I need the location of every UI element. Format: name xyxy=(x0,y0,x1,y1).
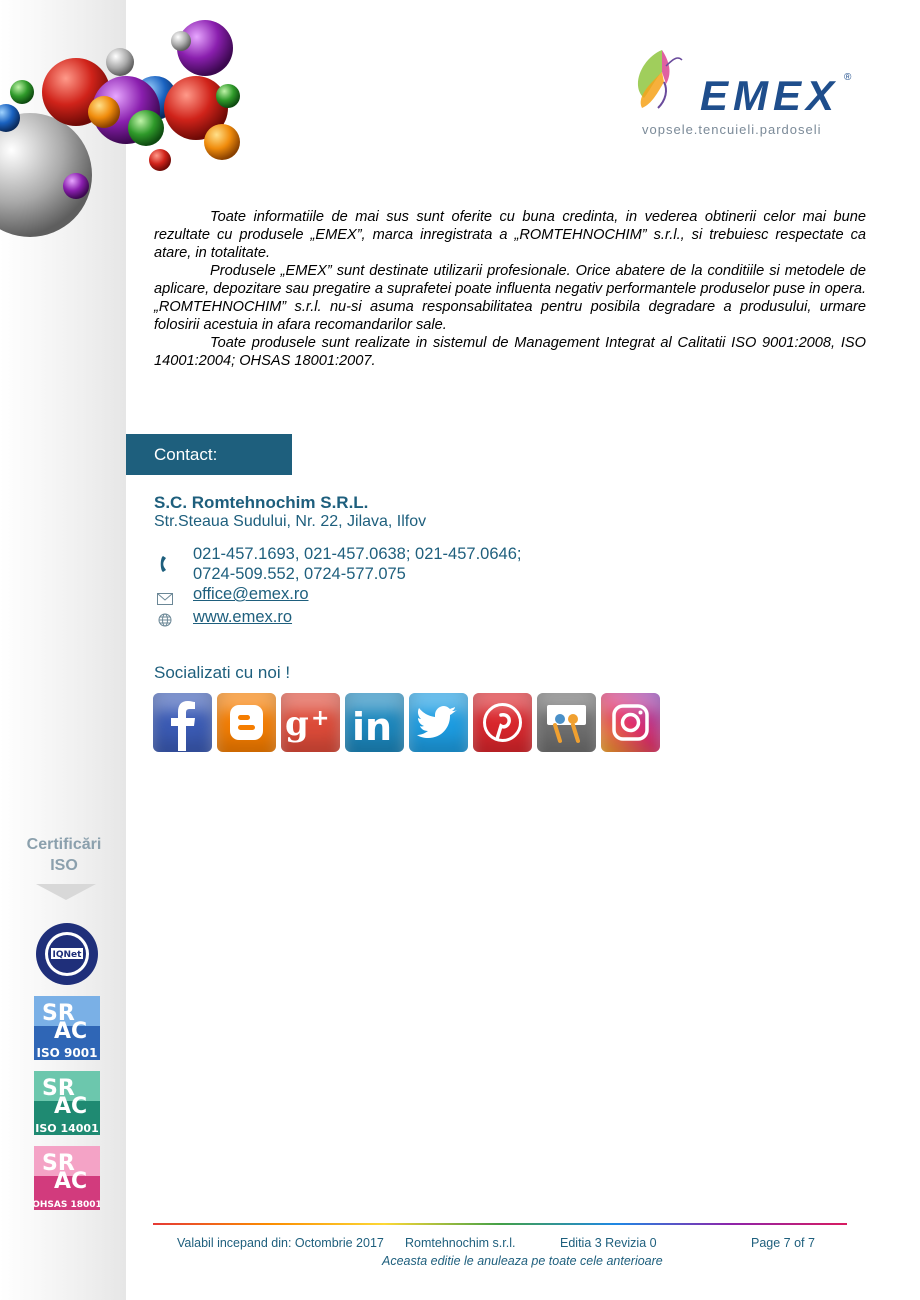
phone-icon xyxy=(154,555,176,578)
slideshare-icon[interactable] xyxy=(537,693,596,752)
footer-note: Aceasta editie le anuleaza pe toate cele anterioare xyxy=(382,1254,663,1268)
certifications-title-line1: Certificări xyxy=(26,836,102,853)
emex-logo xyxy=(622,38,862,143)
badge-label: OHSAS 18001 xyxy=(34,1200,100,1210)
website-link[interactable]: www.emex.ro xyxy=(193,608,293,626)
badge-mark: SR xyxy=(42,1076,75,1101)
svg-text:g: g xyxy=(285,704,309,744)
contact-heading: Contact: xyxy=(126,434,292,475)
badge-label: ISO 14001 xyxy=(35,1122,99,1135)
srac-iso-14001-badge xyxy=(34,1071,100,1135)
twitter-icon[interactable] xyxy=(409,693,468,752)
blogger-icon[interactable] xyxy=(217,693,276,752)
footer-valid-from: Valabil incepand din: Octombrie 2017 xyxy=(177,1236,384,1250)
decorative-spheres-image xyxy=(0,0,260,240)
badge-mark: AC xyxy=(54,1169,88,1194)
envelope-icon xyxy=(154,591,176,610)
paragraph: Toate informatiile de mai sus sunt oferite cu buna credinta, in vederea obtinerii celor mai bune rezultate cu produsele „EMEX”, marca inregistrata a „ROMTEHNOCHIM” s.r.l., si trebuiesc respectate ca atare, in totalitate. xyxy=(154,209,866,261)
srac-ohsas-18001-badge xyxy=(34,1146,100,1210)
badge-mark: AC xyxy=(54,1094,88,1119)
certifications-title xyxy=(14,834,114,876)
butterfly-icon xyxy=(622,38,702,118)
iqnet-badge xyxy=(34,922,100,986)
google-plus-icon[interactable] xyxy=(281,693,340,752)
footer-edition: Editia 3 Revizia 0 xyxy=(560,1236,657,1250)
badge-mark: SR xyxy=(42,1001,75,1026)
disclaimer-text xyxy=(154,208,866,370)
brand-tagline: vopsele.tencuieli.pardoseli xyxy=(642,122,822,137)
footer-divider xyxy=(153,1223,847,1225)
srac-iso-9001-badge xyxy=(34,996,100,1060)
badge-label: IQNet xyxy=(52,950,82,960)
globe-icon xyxy=(154,613,176,632)
company-name: S.C. Romtehnochim S.R.L. xyxy=(154,493,369,512)
badge-mark: SR xyxy=(42,1151,75,1176)
footer-page-number: Page 7 of 7 xyxy=(751,1236,815,1250)
email-link[interactable]: office@emex.ro xyxy=(193,585,309,603)
svg-text:in: in xyxy=(352,705,393,749)
facebook-icon[interactable] xyxy=(153,693,212,752)
phone-numbers-line2: 0724-509.552, 0724-577.075 xyxy=(193,565,406,583)
pinterest-icon[interactable] xyxy=(473,693,532,752)
brand-name: EMEX xyxy=(700,72,840,119)
badge-mark: AC xyxy=(54,1019,88,1044)
certifications-title-line2: ISO xyxy=(50,857,78,874)
badge-label: ISO 9001 xyxy=(36,1046,98,1060)
social-label: Socializati cu noi ! xyxy=(154,663,291,682)
phone-numbers-line1: 021-457.1693, 021-457.0638; 021-457.0646; xyxy=(193,545,522,563)
registered-mark: ® xyxy=(844,72,852,83)
svg-text:+: + xyxy=(311,706,330,731)
paragraph: Toate produsele sunt realizate in sistemul de Management Integrat al Calitatii ISO 9001:2008, ISO 14001:2004; OHSAS 18001:2007. xyxy=(154,335,866,369)
instagram-icon[interactable] xyxy=(601,693,660,752)
company-address: Str.Steaua Sudului, Nr. 22, Jilava, Ilfov xyxy=(154,513,427,530)
down-arrow-icon xyxy=(36,884,96,900)
linkedin-icon[interactable] xyxy=(345,693,404,752)
footer-company: Romtehnochim s.r.l. xyxy=(405,1236,516,1250)
paragraph: Produsele „EMEX” sunt destinate utilizarii profesionale. Orice abatere de la conditiile si metodele de aplicare, depozitare sau pregatire a suprafetei poate influenta negativ performantele produselor puse in opera. „ROMTEHNOCHIM” s.r.l. nu-si asuma responsabilitatea pentru posibila degradare a produsului, urmare folosirii acestuia in afara recomandarilor sale. xyxy=(154,263,866,333)
